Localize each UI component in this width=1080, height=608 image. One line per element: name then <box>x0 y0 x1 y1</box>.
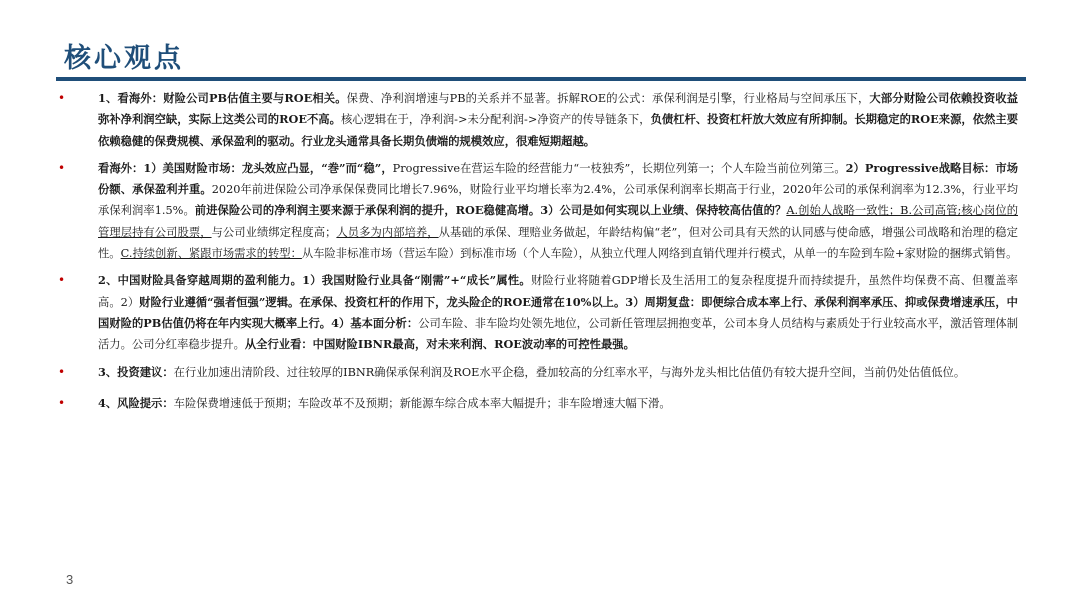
bullet-icon: • <box>58 160 66 175</box>
key-point-5 <box>58 393 1018 414</box>
segment: A.创始人战略一致性；B.公司高管;核心岗位的管理层持有公司股票， <box>98 204 1018 239</box>
segment: 2）Progressive战略目标：市场份额、承保盈利并重。 <box>98 160 1018 197</box>
segment: 在行业加速出清阶段、过往较厚的IBNR确保承保利润及ROE水平企稳，叠加较高的分红率水平，与海外龙头相比估值仍有较大提升空间，当前仍处估值低位。 <box>173 365 966 379</box>
segment: 3、投资建议： <box>98 364 174 379</box>
segment: 2、中国财险具备穿越周期的盈利能力。1）我国财险行业具备“刚需”+“成长”属性。 <box>98 273 531 288</box>
segment: 公司车险、非车险均处领先地位，公司新任管理层拥抱变革，公司本身人员结构与素质处于行业较高水平，激活管理体制活力。公司分红率稳步提升。 <box>98 316 1018 352</box>
segment: 负债杠杆、投资杠杆放大效应有所抑制。长期稳定的ROE来源，依然主要依赖稳健的保费规模、承保盈利的驱动。行业龙头通常具备长期负债端的规模效应，很难短期超越。 <box>98 112 1018 148</box>
segment: 前进保险公司的净利润主要来源于承保利润的提升，ROE稳健高增。3）公司是如何实现以上业绩、保持较高估值的？ <box>194 203 787 218</box>
page-number: 3 <box>66 572 74 587</box>
segment: 财险行业将随着GDP增长及生活用工的复杂程度提升而持续提升，虽然件均保费不高、但覆盖率高。2） <box>98 274 1018 309</box>
bullet-icon: • <box>58 395 66 410</box>
key-point-4 <box>58 362 1018 383</box>
key-point-1 <box>58 88 1018 152</box>
segment: 财险行业遵循“强者恒强”逻辑。在承保、投资杠杆的作用下，龙头险企的ROE通常在10%以上。3）周期复盘：即便综合成本率上行、承保利润率承压、抑或保费增速承压，中国财险的PB估值仍将在年内实现大概率上行。4）基本面分析： <box>98 294 1018 330</box>
key-point-3 <box>58 270 1018 355</box>
key-point-2 <box>58 158 1018 264</box>
segment: 与公司业绩绑定程度高； <box>211 225 337 239</box>
bullet-icon: • <box>58 364 66 379</box>
segment: 1、看海外：财险公司PB估值主要与ROE相关。 <box>98 91 347 105</box>
key-points-list <box>58 88 1018 414</box>
segment: 从车险非标准市场（营运车险）到标准市场（个人车险），从独立代理人网络到直销代理并行模式，从单一的车险到车险+家财险的捆绑式销售。 <box>301 247 1018 261</box>
segment: 人员多为内部培养， <box>336 225 439 239</box>
segment: C.持续创新、紧跟市场需求的转型： <box>120 247 302 261</box>
title-divider <box>56 77 1026 81</box>
segment: 4、风险提示： <box>98 395 174 410</box>
bullet-icon: • <box>58 273 66 288</box>
segment: Progressive在营运车险的经营能力“一枝独秀”，长期位列第一；个人车险当前位列第三。 <box>392 161 846 175</box>
segment: 大部分财险公司依赖投资收益弥补净利润空缺，实际上这类公司的ROE不高。 <box>98 91 1018 127</box>
segment: 车险保费增速低于预期；车险改革不及预期；新能源车综合成本率大幅提升；非车险增速大幅下滑。 <box>173 396 671 410</box>
bullet-icon: • <box>58 91 66 105</box>
segment: 从全行业看：中国财险IBNR最高，对未来利润、ROE波动率的可控性最强。 <box>244 337 635 352</box>
segment: 核心逻辑在于，净利润->未分配利润->净资产的传导链条下， <box>340 113 651 127</box>
page-title: 核心观点 <box>64 43 184 74</box>
segment: 看海外：1）美国财险市场：龙头效应凸显，“巻”而“稳”， <box>98 160 393 175</box>
segment: 2020年前进保险公司净承保保费同比增长7.96%，财险行业平均增长率为2.4%，公司承保利润率长期高于行业，2020年公司的承保利润率为12.3%，行业平均承保利润率1.5%。 <box>98 183 1018 218</box>
segment: 保费、净利润增速与PB的关系并不显著。拆解ROE的公式：承保利润是引擎，行业格局与空间承压下， <box>346 92 870 105</box>
segment: 从基础的承保、理赔业务做起，年龄结构偏“老”，但对公司具有天然的认同感与使命感，增强公司战略和治理的稳定性。 <box>98 225 1018 261</box>
